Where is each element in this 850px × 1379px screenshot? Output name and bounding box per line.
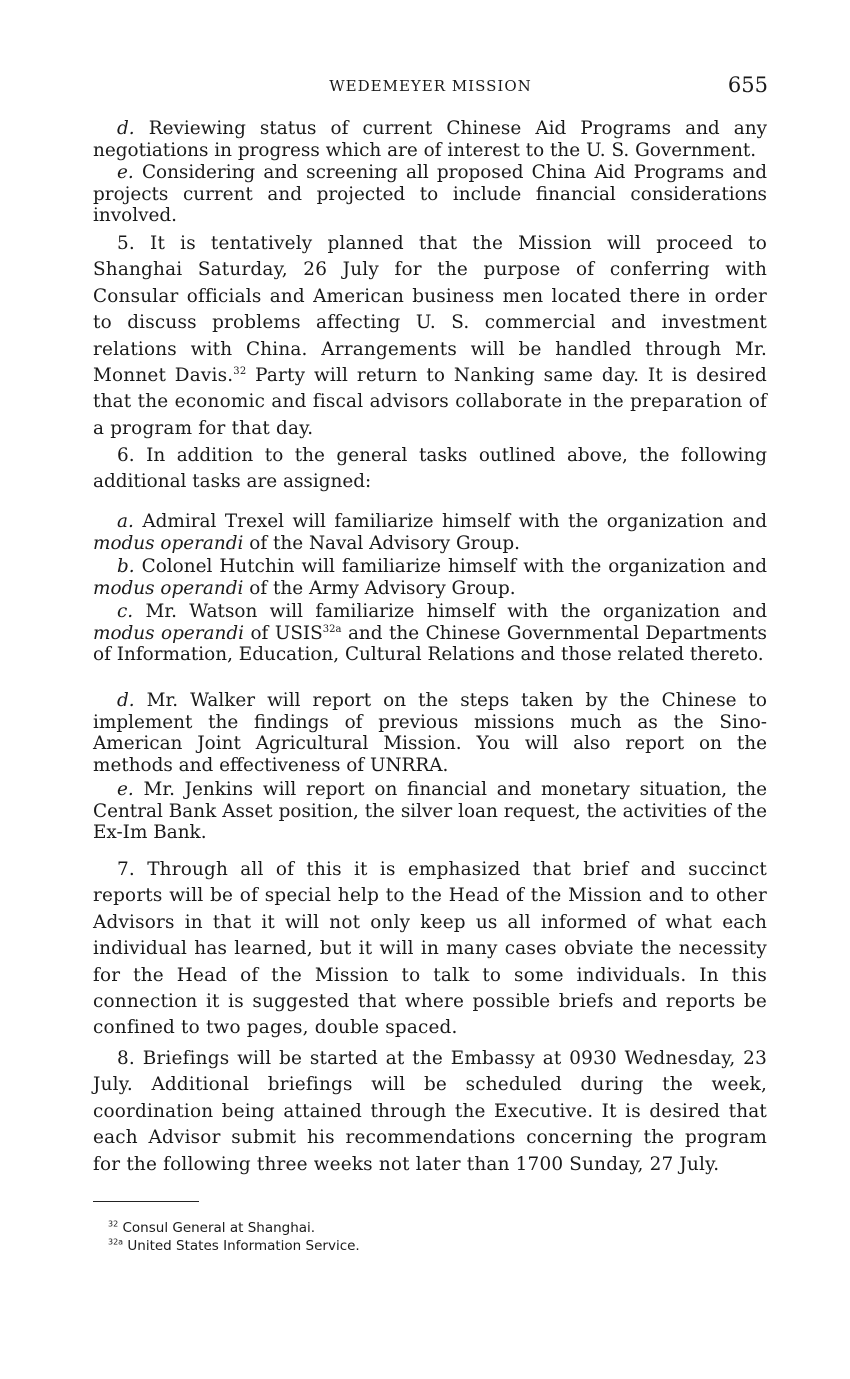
list-item-text: Colonel Hutchin will familiarize himself with the organization and xyxy=(141,556,767,577)
running-title: WEDEMEYER MISSION xyxy=(329,77,532,95)
paragraph-8: 8. Briefings will be started at the Embassy at 0930 Wednesday, 23 July. Additional briefings will be scheduled during the week, coordination being attained through the Executive. It is desired that each Advisor submit his recommendations concerning the program for the following three weeks not later than 1700 Sunday, 27 July. xyxy=(93,1048,767,1175)
list-item-text: of the Naval Advisory Group. xyxy=(243,532,520,554)
footnotes xyxy=(108,1219,748,1255)
footnote-rule xyxy=(93,1201,199,1202)
list-item-text: Considering and screening all proposed China Aid Programs and projects current and projected to include financial considerations involved. xyxy=(93,162,767,227)
list-item-text: Mr. Jenkins will report on financial and monetary situation, the Central Bank Asset position, the silver loan request, the activities of the Ex-Im Bank. xyxy=(93,779,767,844)
paragraph-text: Party will return to Nanking same day. It is desired that the economic and fiscal advisors collaborate in the preparation of a program for that day. xyxy=(93,365,767,439)
list-item-d-top xyxy=(93,118,767,161)
list-item-text: Mr. Watson will familiarize himself with the organization and xyxy=(145,601,767,622)
footnote-32a xyxy=(108,1237,748,1255)
task-c xyxy=(93,601,767,666)
task-a xyxy=(93,511,767,554)
list-marker: b. xyxy=(117,556,135,577)
paragraph-5 xyxy=(93,231,767,442)
list-item-text: Reviewing status of current Chinese Aid Programs and any negotiations in progress which are of interest to the U. S. Government. xyxy=(93,118,767,161)
paragraph-7: 7. Through all of this it is emphasized that brief and succinct reports will be of special help to the Head of the Mission and to other Advisors in that it will not only keep us all informed of what each individual has learned, but it will in many cases obviate the necessity for the Head of the Mission to talk to some individuals. In this connection it is suggested that where possible briefs and reports be confined to two pages, double spaced. xyxy=(93,859,767,1039)
footnote-text: Consul General at Shanghai. xyxy=(122,1220,316,1236)
list-item-text: Admiral Trexel will familiarize himself with the organization and xyxy=(142,511,767,532)
list-item-text: Mr. Walker will report on the steps taken by the Chinese to implement the findings of previous missions much as the Sino-American Joint Agricultural Mission. You will also report on the methods and effectiveness of UNRRA. xyxy=(93,690,767,776)
page-header xyxy=(93,73,768,101)
footnote-32 xyxy=(108,1219,748,1237)
emphasis: modus operandi xyxy=(93,622,245,644)
task-d xyxy=(93,690,767,776)
paragraph-text: 5. It is tentatively planned that the Mission will proceed to Shanghai Saturday, 26 July for the purpose of conferring with Consular officials and American business men located there in order to discuss problems affecting U. S. commercial and investment relations with China. Arrangements will be handled through Mr. Monnet Davis. xyxy=(93,233,767,387)
list-marker: e. xyxy=(117,162,134,183)
footnote-text: United States Information Service. xyxy=(127,1238,360,1254)
list-marker: d. xyxy=(117,690,135,711)
task-b xyxy=(93,556,767,599)
list-marker: d. xyxy=(117,118,135,139)
list-item-text: of USIS xyxy=(244,622,323,644)
list-item-text: of the Army Advisory Group. xyxy=(243,577,516,599)
task-e xyxy=(93,779,767,844)
list-marker: e. xyxy=(117,779,134,800)
emphasis: modus operandi xyxy=(93,532,244,554)
footnote-mark: 32a xyxy=(108,1237,124,1247)
list-marker: c. xyxy=(117,601,134,622)
footnote-mark: 32 xyxy=(108,1219,119,1229)
page-number: 655 xyxy=(727,73,768,97)
paragraph-6: 6. In addition to the general tasks outlined above, the following additional tasks are assigned: xyxy=(93,445,767,493)
list-item-e-top xyxy=(93,162,767,227)
list-marker: a. xyxy=(117,511,134,532)
list-item-text: and the Chinese Governmental Departments of Information, Education, Cultural Relations and those related thereto. xyxy=(93,622,767,666)
footnote-ref: 32a xyxy=(322,623,342,635)
emphasis: modus operandi xyxy=(93,577,244,599)
footnote-ref: 32 xyxy=(233,365,247,377)
